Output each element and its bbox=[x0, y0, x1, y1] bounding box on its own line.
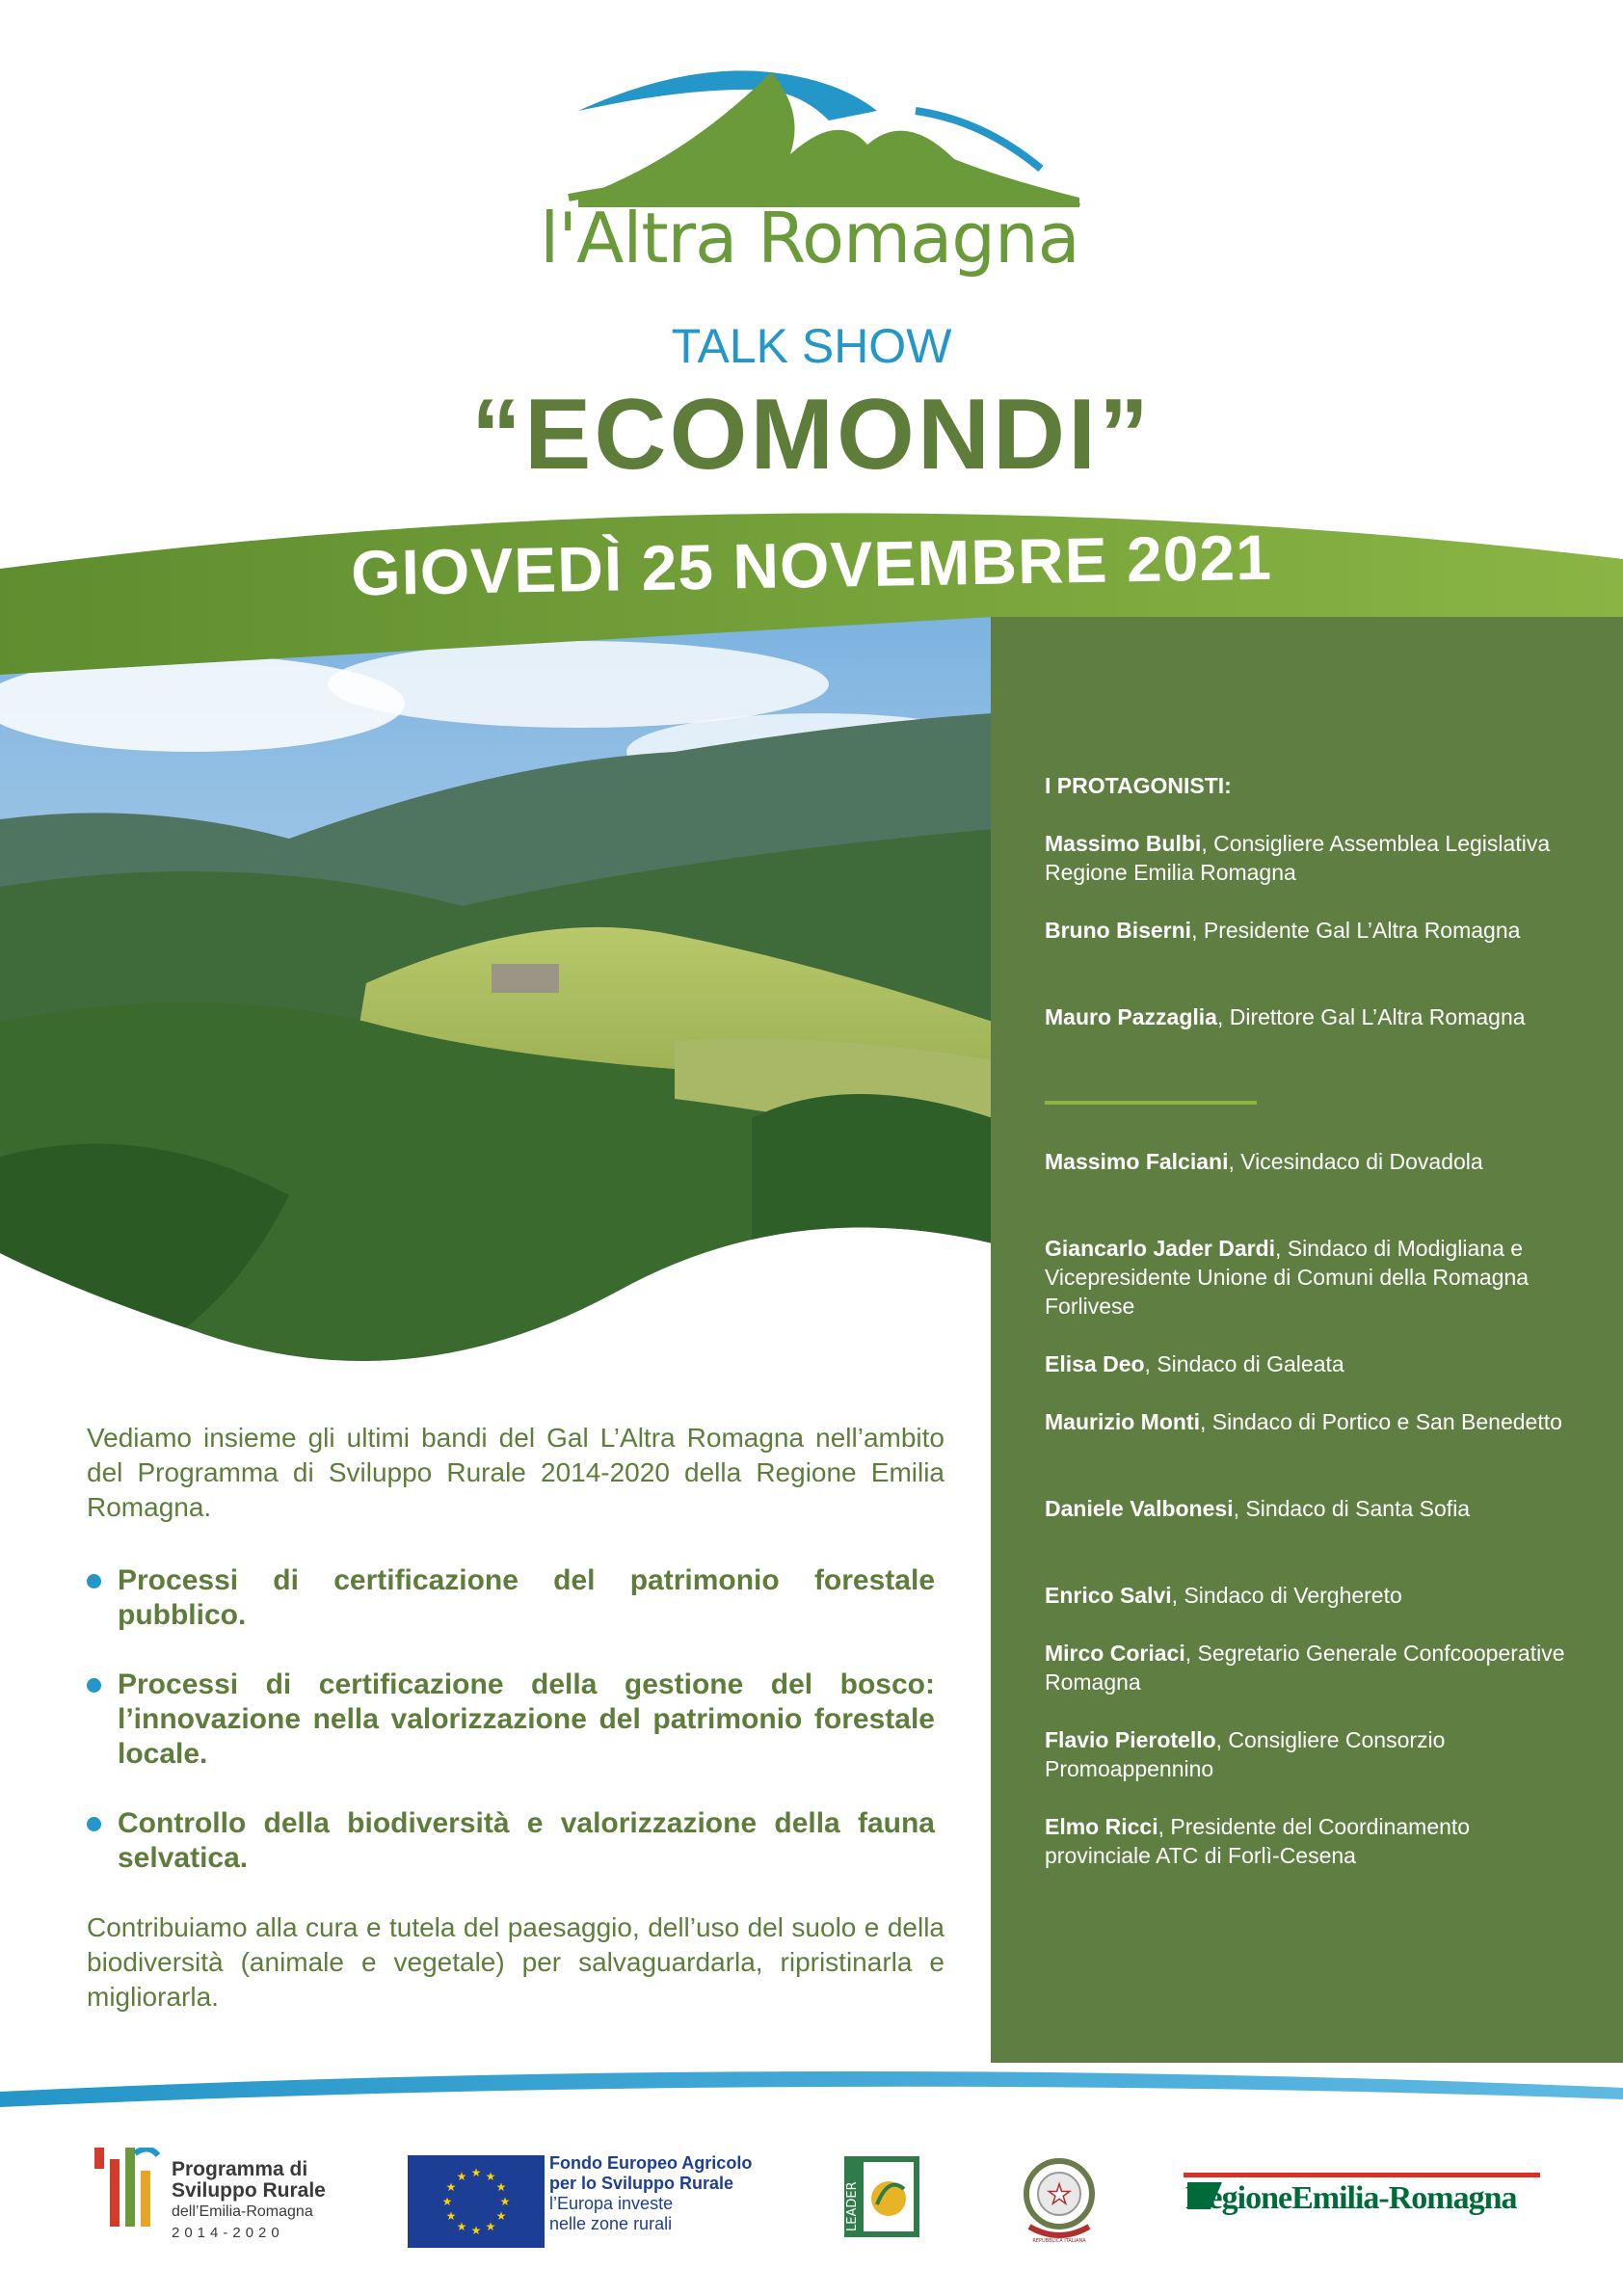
protagonist-role: , Consigliere Consorzio Promoappennino bbox=[1045, 1727, 1446, 1781]
regione-emilia-romagna-wordmark: RegioneEmilia-Romagna bbox=[1185, 2180, 1517, 2216]
protagonist-role: , Sindaco di Portico e San Benedetto bbox=[1199, 1409, 1562, 1434]
eu-fund-text bbox=[549, 2153, 752, 2234]
event-title: “ECOMONDI” bbox=[471, 379, 1152, 491]
protagonist-name: Daniele Valbonesi bbox=[1045, 1496, 1234, 1521]
svg-text:★: ★ bbox=[495, 2209, 507, 2223]
psr-text bbox=[172, 2159, 326, 2244]
logo-wordmark: l'Altra Romagna bbox=[540, 198, 1079, 279]
svg-text:★: ★ bbox=[456, 2220, 467, 2233]
protagonist-name: Elmo Ricci bbox=[1045, 1814, 1158, 1839]
psr-years: 2014-2020 bbox=[172, 2225, 284, 2241]
protagonist-name: Giancarlo Jader Dardi bbox=[1045, 1236, 1276, 1261]
bullet-dot-icon bbox=[87, 1574, 101, 1589]
protagonist-name: Bruno Biserni bbox=[1045, 918, 1192, 943]
svg-text:★: ★ bbox=[470, 2166, 482, 2179]
protagonist-item bbox=[1045, 916, 1565, 945]
protagonist-role: , Sindaco di Galeata bbox=[1144, 1351, 1344, 1376]
protagonist-name: Mauro Pazzaglia bbox=[1045, 1004, 1217, 1029]
protagonist-name: Massimo Bulbi bbox=[1045, 831, 1202, 856]
protagonist-item bbox=[1045, 1147, 1565, 1176]
leader-label: LEADER bbox=[845, 2181, 860, 2231]
bullet-text: Controllo della biodiversità e valorizzazione della fauna selvatica. bbox=[118, 1807, 935, 1874]
svg-text:★: ★ bbox=[445, 2180, 457, 2194]
protagonist-item bbox=[1045, 1002, 1565, 1031]
svg-text:★: ★ bbox=[499, 2195, 511, 2208]
protagonist-name: Maurizio Monti bbox=[1045, 1409, 1200, 1434]
svg-text:★: ★ bbox=[445, 2209, 457, 2223]
protagonist-role: , Direttore Gal L’Altra Romagna bbox=[1216, 1004, 1526, 1029]
protagonist-item bbox=[1045, 1581, 1565, 1610]
panel-divider bbox=[1045, 1101, 1257, 1105]
psr-line1: Programma di bbox=[172, 2158, 308, 2180]
event-date: GIOVEDÌ 25 NOVEMBRE 2021 bbox=[350, 521, 1273, 609]
bullet-item bbox=[87, 1806, 935, 1876]
bullet-item bbox=[87, 1563, 935, 1633]
svg-text:★: ★ bbox=[495, 2180, 507, 2194]
bullet-text: Processi di certificazione del patrimonio forestale pubblico. bbox=[118, 1564, 935, 1631]
protagonist-item bbox=[1045, 1639, 1565, 1696]
protagonists-panel bbox=[991, 617, 1623, 2063]
event-kicker: TALK SHOW bbox=[671, 319, 952, 373]
protagonist-item bbox=[1045, 1407, 1565, 1436]
eu-line2: per lo Sviluppo Rurale bbox=[549, 2174, 734, 2193]
protagonist-role: , Vicesindaco di Dovadola bbox=[1228, 1149, 1483, 1174]
protagonist-item bbox=[1045, 1725, 1565, 1783]
repubblica-label: REPUBBLICA ITALIANA bbox=[1032, 2238, 1086, 2244]
eu-line1: Fondo Europeo Agricolo bbox=[549, 2153, 753, 2173]
eu-line4: nelle zone rurali bbox=[549, 2214, 673, 2233]
intro-paragraph: Vediamo insieme gli ultimi bandi del Gal L’Altra Romagna nell’ambito del Programma di Sviluppo Rurale 2014-2020 della Regione Emilia Romagna. bbox=[87, 1423, 945, 1522]
protagonist-name: Massimo Falciani bbox=[1045, 1149, 1229, 1174]
protagonist-item bbox=[1045, 1812, 1565, 1870]
protagonist-item bbox=[1045, 1349, 1565, 1378]
protagonist-role: , Sindaco di Verghereto bbox=[1171, 1583, 1402, 1608]
repubblica-italiana-emblem-icon bbox=[1016, 2151, 1103, 2244]
protagonist-name: Flavio Pierotello bbox=[1045, 1727, 1216, 1752]
svg-text:★: ★ bbox=[1047, 2178, 1072, 2210]
svg-text:★: ★ bbox=[470, 2224, 482, 2237]
mountain-landscape-photo bbox=[0, 617, 993, 1388]
outro-paragraph: Contribuiamo alla cura e tutela del paesaggio, dell’uso del suolo e della biodiversità (animale e vegetale) per salvaguardarla, ripristinarla e migliorarla. bbox=[87, 1912, 945, 2012]
bullet-dot-icon bbox=[87, 1817, 101, 1831]
protagonist-item bbox=[1045, 1494, 1565, 1523]
protagonist-name: Enrico Salvi bbox=[1045, 1583, 1172, 1608]
protagonist-role: , Presidente Gal L’Altra Romagna bbox=[1191, 918, 1521, 943]
bullet-item bbox=[87, 1668, 935, 1772]
protagonist-name: Elisa Deo bbox=[1045, 1351, 1145, 1376]
eu-flag-icon bbox=[408, 2155, 545, 2248]
protagonist-name: Mirco Coriaci bbox=[1045, 1641, 1185, 1666]
eu-line3: l’Europa investe bbox=[549, 2194, 674, 2213]
psr-line2: Sviluppo Rurale bbox=[172, 2179, 326, 2202]
protagonist-role: , Sindaco di Modigliana e Vicepresidente Unione di Comuni della Romagna Forlivese bbox=[1045, 1236, 1530, 1319]
protagonist-role: , Presidente del Coordinamento provinciale ATC di Forlì-Cesena bbox=[1045, 1814, 1471, 1868]
svg-text:★: ★ bbox=[485, 2170, 496, 2183]
svg-text:★: ★ bbox=[456, 2170, 467, 2183]
footer-wave bbox=[0, 2053, 1623, 2111]
protagonist-role: , Segretario Generale Confcooperative Romagna bbox=[1045, 1641, 1565, 1695]
protagonist-item bbox=[1045, 1234, 1565, 1321]
svg-text:★: ★ bbox=[441, 2195, 453, 2208]
bullet-text: Processi di certificazione della gestione del bosco: l’innovazione nella valorizzazione del patrimonio forestale locale. bbox=[118, 1669, 935, 1770]
svg-text:★: ★ bbox=[485, 2220, 496, 2233]
protagonist-role: , Sindaco di Santa Sofia bbox=[1233, 1496, 1471, 1521]
bullet-dot-icon bbox=[87, 1678, 101, 1693]
altra-romagna-mountain-logo bbox=[540, 53, 1099, 207]
protagonist-role: , Consigliere Assemblea Legislativa Regione Emilia Romagna bbox=[1045, 831, 1551, 885]
protagonists-heading: I PROTAGONISTI: bbox=[1045, 773, 1232, 798]
psr-line3: dell’Emilia-Romagna bbox=[172, 2203, 313, 2220]
leader-logo-icon bbox=[844, 2156, 919, 2237]
protagonist-item bbox=[1045, 829, 1565, 887]
